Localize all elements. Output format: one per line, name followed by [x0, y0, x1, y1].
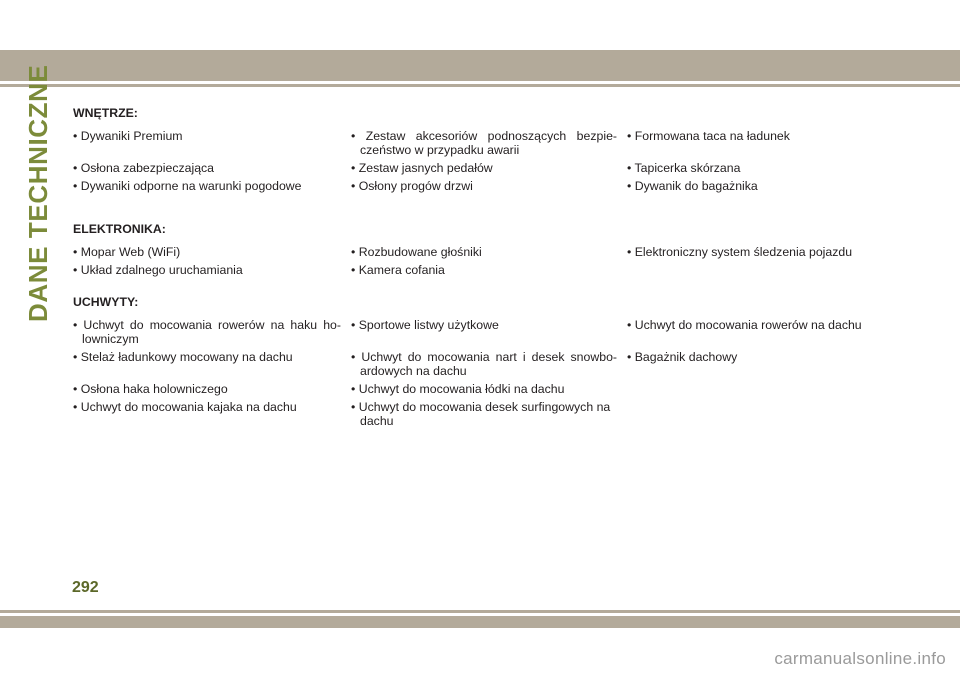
watermark: carmanualsonline.info — [774, 649, 946, 668]
list-item: • Uchwyt do mocowania desek surfingowych na dachu — [351, 400, 611, 428]
list-row — [73, 245, 893, 259]
section-interior — [73, 106, 893, 193]
header-band — [0, 50, 960, 81]
list-row — [73, 400, 893, 428]
list-item: • Bagażnik dachowy — [627, 350, 738, 364]
list-row — [73, 129, 893, 157]
list-item: • Uchwyt do mocowania rowerów na dachu — [627, 318, 862, 332]
list-row — [73, 179, 893, 193]
list-item: • Osłony progów drzwi — [351, 179, 473, 193]
list-item: • Osłona haka holowniczego — [73, 382, 228, 396]
list-item: • Sportowe listwy użytkowe — [351, 318, 499, 332]
list-item: • Stelaż ładunkowy mocowany na dachu — [73, 350, 293, 364]
list-item: • Uchwyt do mocowania kajaka na dachu — [73, 400, 297, 414]
footer-rule — [0, 610, 960, 613]
list-item: • Uchwyt do mocowania łódki na dachu — [351, 382, 565, 396]
header-rule — [0, 84, 960, 87]
side-section-title: DANE TECHNICZNE — [23, 64, 53, 322]
list-item: • Dywaniki odporne na warunki pogodowe — [73, 179, 302, 193]
footer-band — [0, 616, 960, 628]
list-item: • Mopar Web (WiFi) — [73, 245, 181, 259]
list-item: • Elektroniczny system śledzenia pojazdu — [627, 245, 853, 259]
list-row — [73, 263, 893, 277]
list-row — [73, 382, 893, 396]
list-row — [73, 161, 893, 175]
section-heading: UCHWYTY: — [73, 295, 139, 309]
list-item: • Formowana taca na ładunek — [627, 129, 790, 143]
list-item: • Kamera cofania — [351, 263, 445, 277]
list-item: • Uchwyt do mocowania rowerów na haku ho-lowniczym — [73, 318, 341, 346]
list-item: • Układ zdalnego uruchamiania — [73, 263, 243, 277]
list-item: • Osłona zabezpieczająca — [73, 161, 215, 175]
accessories-content — [73, 106, 893, 457]
list-item: • Dywaniki Premium — [73, 129, 183, 143]
list-row — [73, 318, 893, 346]
list-row — [73, 350, 893, 378]
section-electronics — [73, 222, 893, 277]
list-item: • Tapicerka skórzana — [627, 161, 741, 175]
page-number: 292 — [72, 579, 99, 596]
section-mounts — [73, 295, 893, 428]
section-heading: ELEKTRONIKA: — [73, 222, 166, 236]
list-item: • Zestaw akcesoriów podnoszących bezpie-czeństwo w przypadku awarii — [351, 129, 617, 157]
list-item: • Uchwyt do mocowania nart i desek snowbo-ardowych na dachu — [351, 350, 617, 378]
list-item: • Rozbudowane głośniki — [351, 245, 482, 259]
list-item: • Zestaw jasnych pedałów — [351, 161, 493, 175]
section-heading: WNĘTRZE: — [73, 106, 138, 120]
list-item: • Dywanik do bagażnika — [627, 179, 758, 193]
